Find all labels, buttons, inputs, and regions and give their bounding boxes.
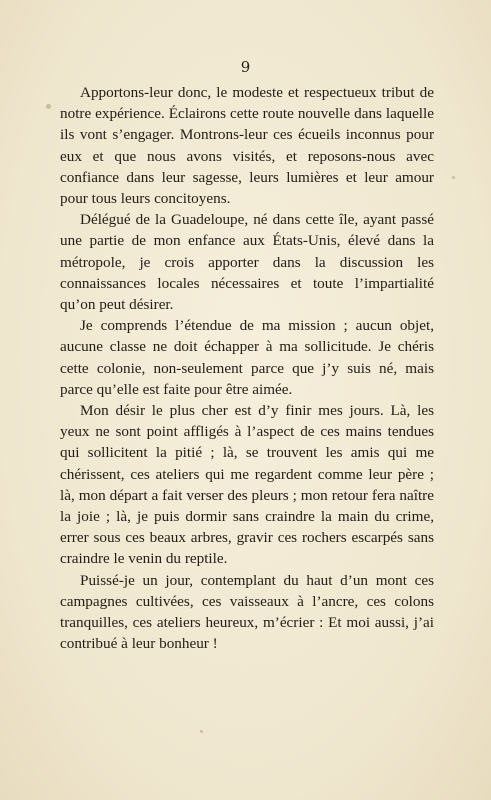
page-number: 9: [240, 58, 251, 76]
paragraph-2: Délégué de la Guadeloupe, né dans cette île, ayant passé une partie de mon enfance aux États-Unis, élevé dans la métropole, je crois apporter dans la discussion les connaissances locales nécessaires et toute l’impartialité qu’on peut désirer.: [60, 211, 434, 314]
paragraph-1: Apportons-leur donc, le modeste et respectueux tribut de notre expérience. Éclairons cette route nouvelle dans laquelle ils vont s’engager. Montrons-leur ces écueils inconnus pour eux et que nous avons visités, et reposons-nous avec confiance dans leur sagesse, leurs lumières et leur amour pour tous leurs concitoyens.: [60, 84, 434, 208]
paragraph-3: Je comprends l’étendue de ma mission ; aucun objet, aucune classe ne doit échapper à ma sollicitude. Je chéris cette colonie, non-seulement parce que j’y suis né, mais parce qu’elle est faite pour être aimée.: [60, 317, 434, 398]
paper-stain: [46, 104, 51, 109]
body-text: [60, 82, 434, 654]
paper-stain: [452, 176, 455, 179]
paper-stain: [200, 730, 203, 733]
paragraph-4: Mon désir le plus cher est d’y finir mes jours. Là, les yeux ne sont point affligés à l’aspect de ces mains tendues qui sollicitent la pitié ; là, se trouvent les amis qui me chérissent, ces ateliers qui me regardent comme leur père ; là, mon départ a fait verser des pleurs ; mon retour fera naître la joie ; là, je puis dormir sans craindre la main du crime, errer sous ces beaux arbres, gravir ces rochers escarpés sans craindre le venin du reptile.: [60, 402, 434, 568]
paragraph-5: Puissé-je un jour, contemplant du haut d’un mont ces campagnes cultivées, ces vaisseaux à l’ancre, ces colons tranquilles, ces ateliers heureux, m’écrier : Et moi aussi, j’ai contribué à leur bonheur !: [60, 571, 434, 653]
